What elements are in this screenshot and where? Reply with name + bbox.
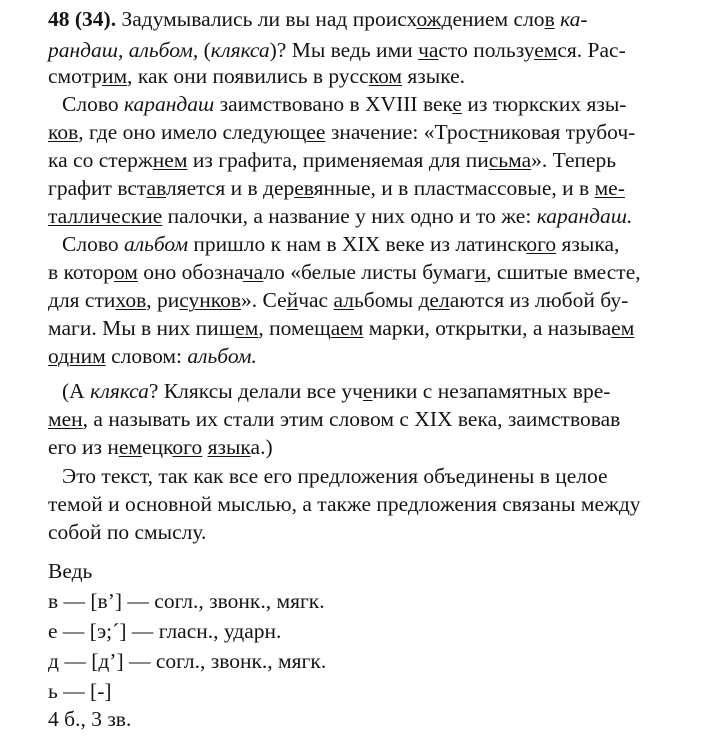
paragraph-line (62, 231, 619, 257)
text-run: янные, и в пластмассовые, и в (313, 176, 595, 200)
underlined-text: ел (429, 288, 450, 312)
text-run: сто пользу (438, 38, 535, 62)
underlined-text: ча (242, 260, 264, 284)
text-run: , где оно имело следующ (78, 120, 307, 144)
italic-term: альбом (123, 232, 189, 256)
text-run: ? Кляксы делали все уч (148, 379, 363, 403)
underlined-text: ожд (416, 7, 453, 31)
text-run: языка, (556, 232, 620, 256)
text-run: час (298, 288, 334, 312)
text-run: его из н (48, 435, 119, 459)
italic-term: клякса (210, 38, 270, 62)
paragraph-line (48, 259, 641, 285)
conclusion-line (48, 491, 641, 517)
text-run: Слово (62, 92, 124, 116)
paragraph-line (48, 287, 628, 313)
text-run: пришло к нам в XIX веке из латинск (188, 232, 527, 256)
text-run: из графита, применяемая для пи (187, 148, 489, 172)
text-run: в котор (48, 260, 114, 284)
italic-term: карандаш. (536, 204, 633, 228)
paragraph-line (48, 406, 620, 432)
underlined-text: ем (235, 316, 259, 340)
text-run: ». Се (241, 288, 287, 312)
underlined-text: ав (146, 176, 166, 200)
phonetic-row: ь — [-] (48, 679, 112, 703)
underlined-text: и (474, 260, 487, 284)
text-run: а.) (250, 435, 273, 459)
underlined-text: ом (113, 260, 138, 284)
exercise-line (48, 63, 465, 89)
paragraph-line (48, 203, 632, 229)
text-run: из тюркских язы- (461, 92, 627, 116)
text-run: Слово (62, 232, 124, 256)
underlined-text: ого (526, 232, 557, 256)
underlined-text: сунков (179, 288, 242, 312)
phonetic-row: в — [в’] — согл., звонк., мягк. (48, 589, 325, 613)
italic-term: клякса (90, 379, 149, 403)
text-run: ением сло (452, 7, 545, 31)
phonetic-row: е — [э;´] — гласн., ударн. (48, 619, 282, 643)
paragraph-line (48, 343, 257, 369)
underlined-text: е (452, 92, 462, 116)
paragraph-line (62, 91, 626, 117)
underlined-text: ого (172, 435, 203, 459)
italic-term: карандаш (123, 92, 215, 116)
phonetic-row: д — [д’] — согл., звонк., мягк. (48, 649, 327, 673)
text-run: )? Мы ведь ими (269, 38, 419, 62)
italic-term: рандаш, альбом, (48, 38, 199, 62)
text-run: ьбомы д (353, 288, 430, 312)
text-run: ся. Рас- (557, 38, 626, 62)
underlined-text: аем (330, 316, 364, 340)
text-run: заимствовано в XVIII век (214, 92, 453, 116)
underlined-text: ем (534, 38, 558, 62)
conclusion-line (48, 519, 206, 545)
text-run: марки, открытки, а называ (363, 316, 612, 340)
text-run: , как они появились в русс (127, 64, 369, 88)
underlined-text: ме- (594, 176, 625, 200)
text-run: ники с незапамятных вре- (372, 379, 611, 403)
text-run: ». Теперь (531, 148, 617, 172)
underlined-text: ков (48, 120, 79, 144)
underlined-text: ее (306, 120, 326, 144)
text-run: , сшитые вместе, (486, 260, 641, 284)
text-run: смотр (48, 64, 103, 88)
text-run: языке. (402, 64, 466, 88)
underlined-text: й (286, 288, 299, 312)
text-run: (А (62, 379, 91, 403)
paragraph-line (48, 175, 625, 201)
italic-term: ка- (560, 7, 588, 31)
conclusion-line (62, 463, 608, 489)
underlined-text: ем (118, 435, 142, 459)
text-run: ецк (142, 435, 173, 459)
text-run: палочки, а название у них одно и то же: (162, 204, 537, 228)
underlined-text: ком (368, 64, 403, 88)
underlined-text: е (362, 379, 373, 403)
underlined-text: им (102, 64, 128, 88)
text-run: ( (198, 38, 211, 62)
paragraph-line (62, 378, 610, 404)
underlined-text: т (478, 120, 488, 144)
text-run: графит вст (48, 176, 147, 200)
text-run: , а называть их стали этим словом с XIX века, заимствовав (82, 407, 621, 431)
underlined-text: нем (152, 148, 188, 172)
underlined-text: ча (418, 38, 439, 62)
underlined-text: в (544, 7, 555, 31)
underlined-text: ал (333, 288, 354, 312)
exercise-line (48, 6, 588, 32)
underlined-text: ев (294, 176, 314, 200)
text-run: , помещ (258, 316, 331, 340)
exercise-number: 48 (34). (48, 7, 117, 31)
text-run: ка со стерж (48, 148, 153, 172)
text-run: ло «белые листы бумаг (263, 260, 475, 284)
underlined-text: хов (115, 288, 147, 312)
text-run: никовая трубоч- (487, 120, 636, 144)
text-run: Это текст, так как все его предложения объединены в целое (62, 464, 608, 488)
paragraph-line (48, 315, 634, 341)
underlined-text: сьма (488, 148, 532, 172)
underlined-text: язык (207, 435, 251, 459)
paragraph-line (48, 119, 635, 145)
text-run: значение: «Трос (325, 120, 479, 144)
text-run: Задумывались ли вы над происх (116, 7, 417, 31)
italic-term: альбом. (187, 344, 257, 368)
phonetic-word: Ведь (48, 559, 93, 583)
text-run: словом: (105, 344, 188, 368)
underlined-text: таллические (48, 204, 163, 228)
phonetic-row: 4 б., 3 зв. (48, 707, 132, 731)
text-run: аются из любой бу- (449, 288, 629, 312)
text-run: собой по смыслу. (48, 520, 207, 544)
paragraph-line (48, 147, 616, 173)
paragraph-line (48, 434, 273, 460)
text-run: , ри (146, 288, 180, 312)
exercise-line (48, 37, 626, 63)
text-run: ляется и в дер (165, 176, 295, 200)
underlined-text: одним (48, 344, 106, 368)
underlined-text: ем (611, 316, 635, 340)
text-run: для сти (48, 288, 116, 312)
text-run: темой и основной мыслью, а также предложения связаны между (48, 492, 641, 516)
underlined-text: мен (48, 407, 83, 431)
text-run: оно обозна (137, 260, 243, 284)
text-run: маги. Мы в них пиш (48, 316, 236, 340)
